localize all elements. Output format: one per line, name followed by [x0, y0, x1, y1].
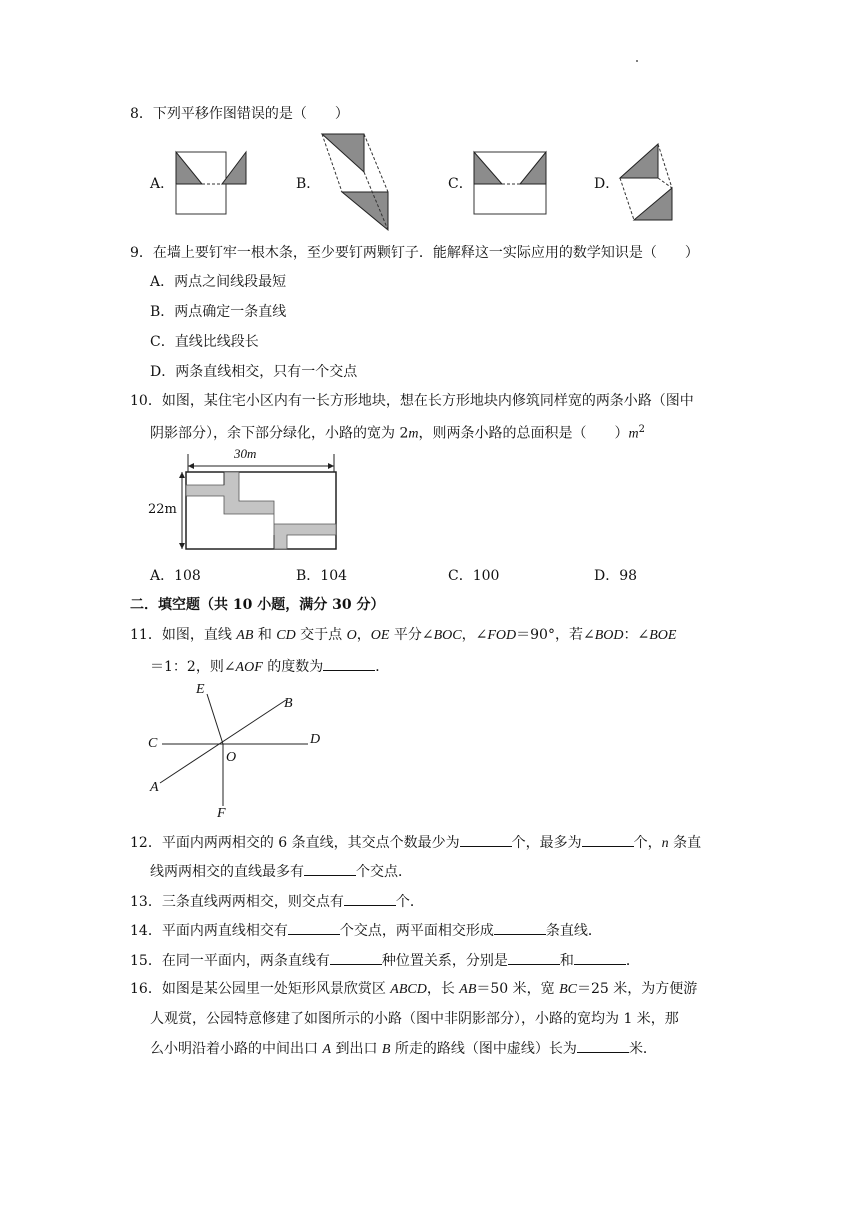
q8-option-b-label: B．	[296, 176, 321, 192]
q8-option-d-label: D．	[594, 176, 620, 192]
q9-option-a: A．两点之间线段最短	[150, 274, 287, 290]
q14-line: 14．平面内两直线相交有 个交点，两平面相交形成 条直线．	[130, 920, 602, 941]
q16-line1: 16．如图是某公园里一处矩形风景欣赏区 ABCD，长 AB＝50 米，宽 BC＝25 米，为方便游	[130, 981, 698, 997]
scan-dot	[636, 60, 638, 62]
q8-option-c-label: C．	[448, 176, 473, 192]
q10-option-d: D．98	[594, 568, 638, 584]
q12-blank-2[interactable]	[582, 832, 634, 847]
q8-figure-b	[320, 132, 394, 232]
q10-option-c: C．100	[448, 568, 500, 584]
q8-figure-c	[472, 150, 550, 216]
q15-blank-3[interactable]	[574, 950, 626, 965]
q10-option-a: A．108	[150, 568, 201, 584]
q11-line2: ＝1：2，则∠AOF 的度数为 ．	[150, 656, 389, 678]
q13-line: 13．三条直线两两相交，则交点有 个．	[130, 891, 424, 912]
q11-label-c: C	[148, 736, 158, 751]
q11-label-d: D	[310, 732, 321, 747]
q10-fig-top-label: 30m	[234, 446, 257, 461]
q10-option-b: B．104	[296, 568, 348, 584]
q11-label-a: A	[150, 780, 159, 795]
q15-line: 15．在同一平面内，两条直线有 种位置关系，分别是 和 ．	[130, 950, 640, 971]
q9-option-c: C．直线比线段长	[150, 334, 259, 350]
q12-line1: 12．平面内两两相交的 6 条直线，其交点个数最少为 个，最多为 个，n 条直	[130, 832, 701, 854]
q13-blank[interactable]	[344, 891, 396, 906]
q11-label-e: E	[196, 682, 205, 697]
q15-blank-2[interactable]	[508, 950, 560, 965]
q11-figure	[146, 680, 336, 820]
q11-label-o: O	[226, 750, 237, 765]
q16-line3: 么小明沿着小路的中间出口 A 到出口 B 所走的路线（图中虚线）长为 米．	[150, 1038, 657, 1060]
q11-label-f: F	[217, 806, 226, 821]
q11-answer-blank[interactable]	[323, 656, 375, 671]
q9-stem: 9．在墙上要钉牢一根木条，至少要钉两颗钉子．能解释这一实际应用的数学知识是（ ）	[130, 245, 699, 261]
q8-option-a-label: A．	[150, 176, 175, 192]
q10-fig-left-label: 22m	[148, 502, 177, 517]
q12-blank-3[interactable]	[304, 861, 356, 876]
q12-line2: 线两两相交的直线最多有 个交点．	[150, 861, 412, 882]
q11-line1: 11．如图，直线 AB 和 CD 交于点 O，OE 平分∠BOC，∠FOD＝90°，若∠BOD：∠BOE	[130, 627, 677, 643]
q14-blank-2[interactable]	[494, 920, 546, 935]
q16-blank[interactable]	[577, 1038, 629, 1053]
q10-line1: 10．如图，某住宅小区内有一长方形地块，想在长方形地块内修筑同样宽的两条小路（图中	[130, 393, 694, 409]
q15-blank-1[interactable]	[330, 950, 382, 965]
q14-blank-1[interactable]	[288, 920, 340, 935]
q8-stem: 8．下列平移作图错误的是（ ）	[130, 106, 349, 122]
q9-option-d: D．两条直线相交，只有一个交点	[150, 364, 358, 380]
q12-blank-1[interactable]	[460, 832, 512, 847]
q16-line2: 人观赏，公园特意修建了如图所示的小路（图中非阴影部分），小路的宽均为 1 米，那	[150, 1011, 679, 1027]
q9-option-b: B．两点确定一条直线	[150, 304, 287, 320]
section-2-heading: 二．填空题（共 10 小题，满分 30 分）	[130, 597, 385, 613]
q10-line2: 阴影部分），余下部分绿化，小路的宽为 2m，则两条小路的总面积是（ ）$m^2$	[150, 424, 645, 442]
q11-label-b: B	[284, 696, 293, 711]
q8-figure-d	[616, 142, 678, 224]
q8-figure-a	[174, 150, 250, 216]
